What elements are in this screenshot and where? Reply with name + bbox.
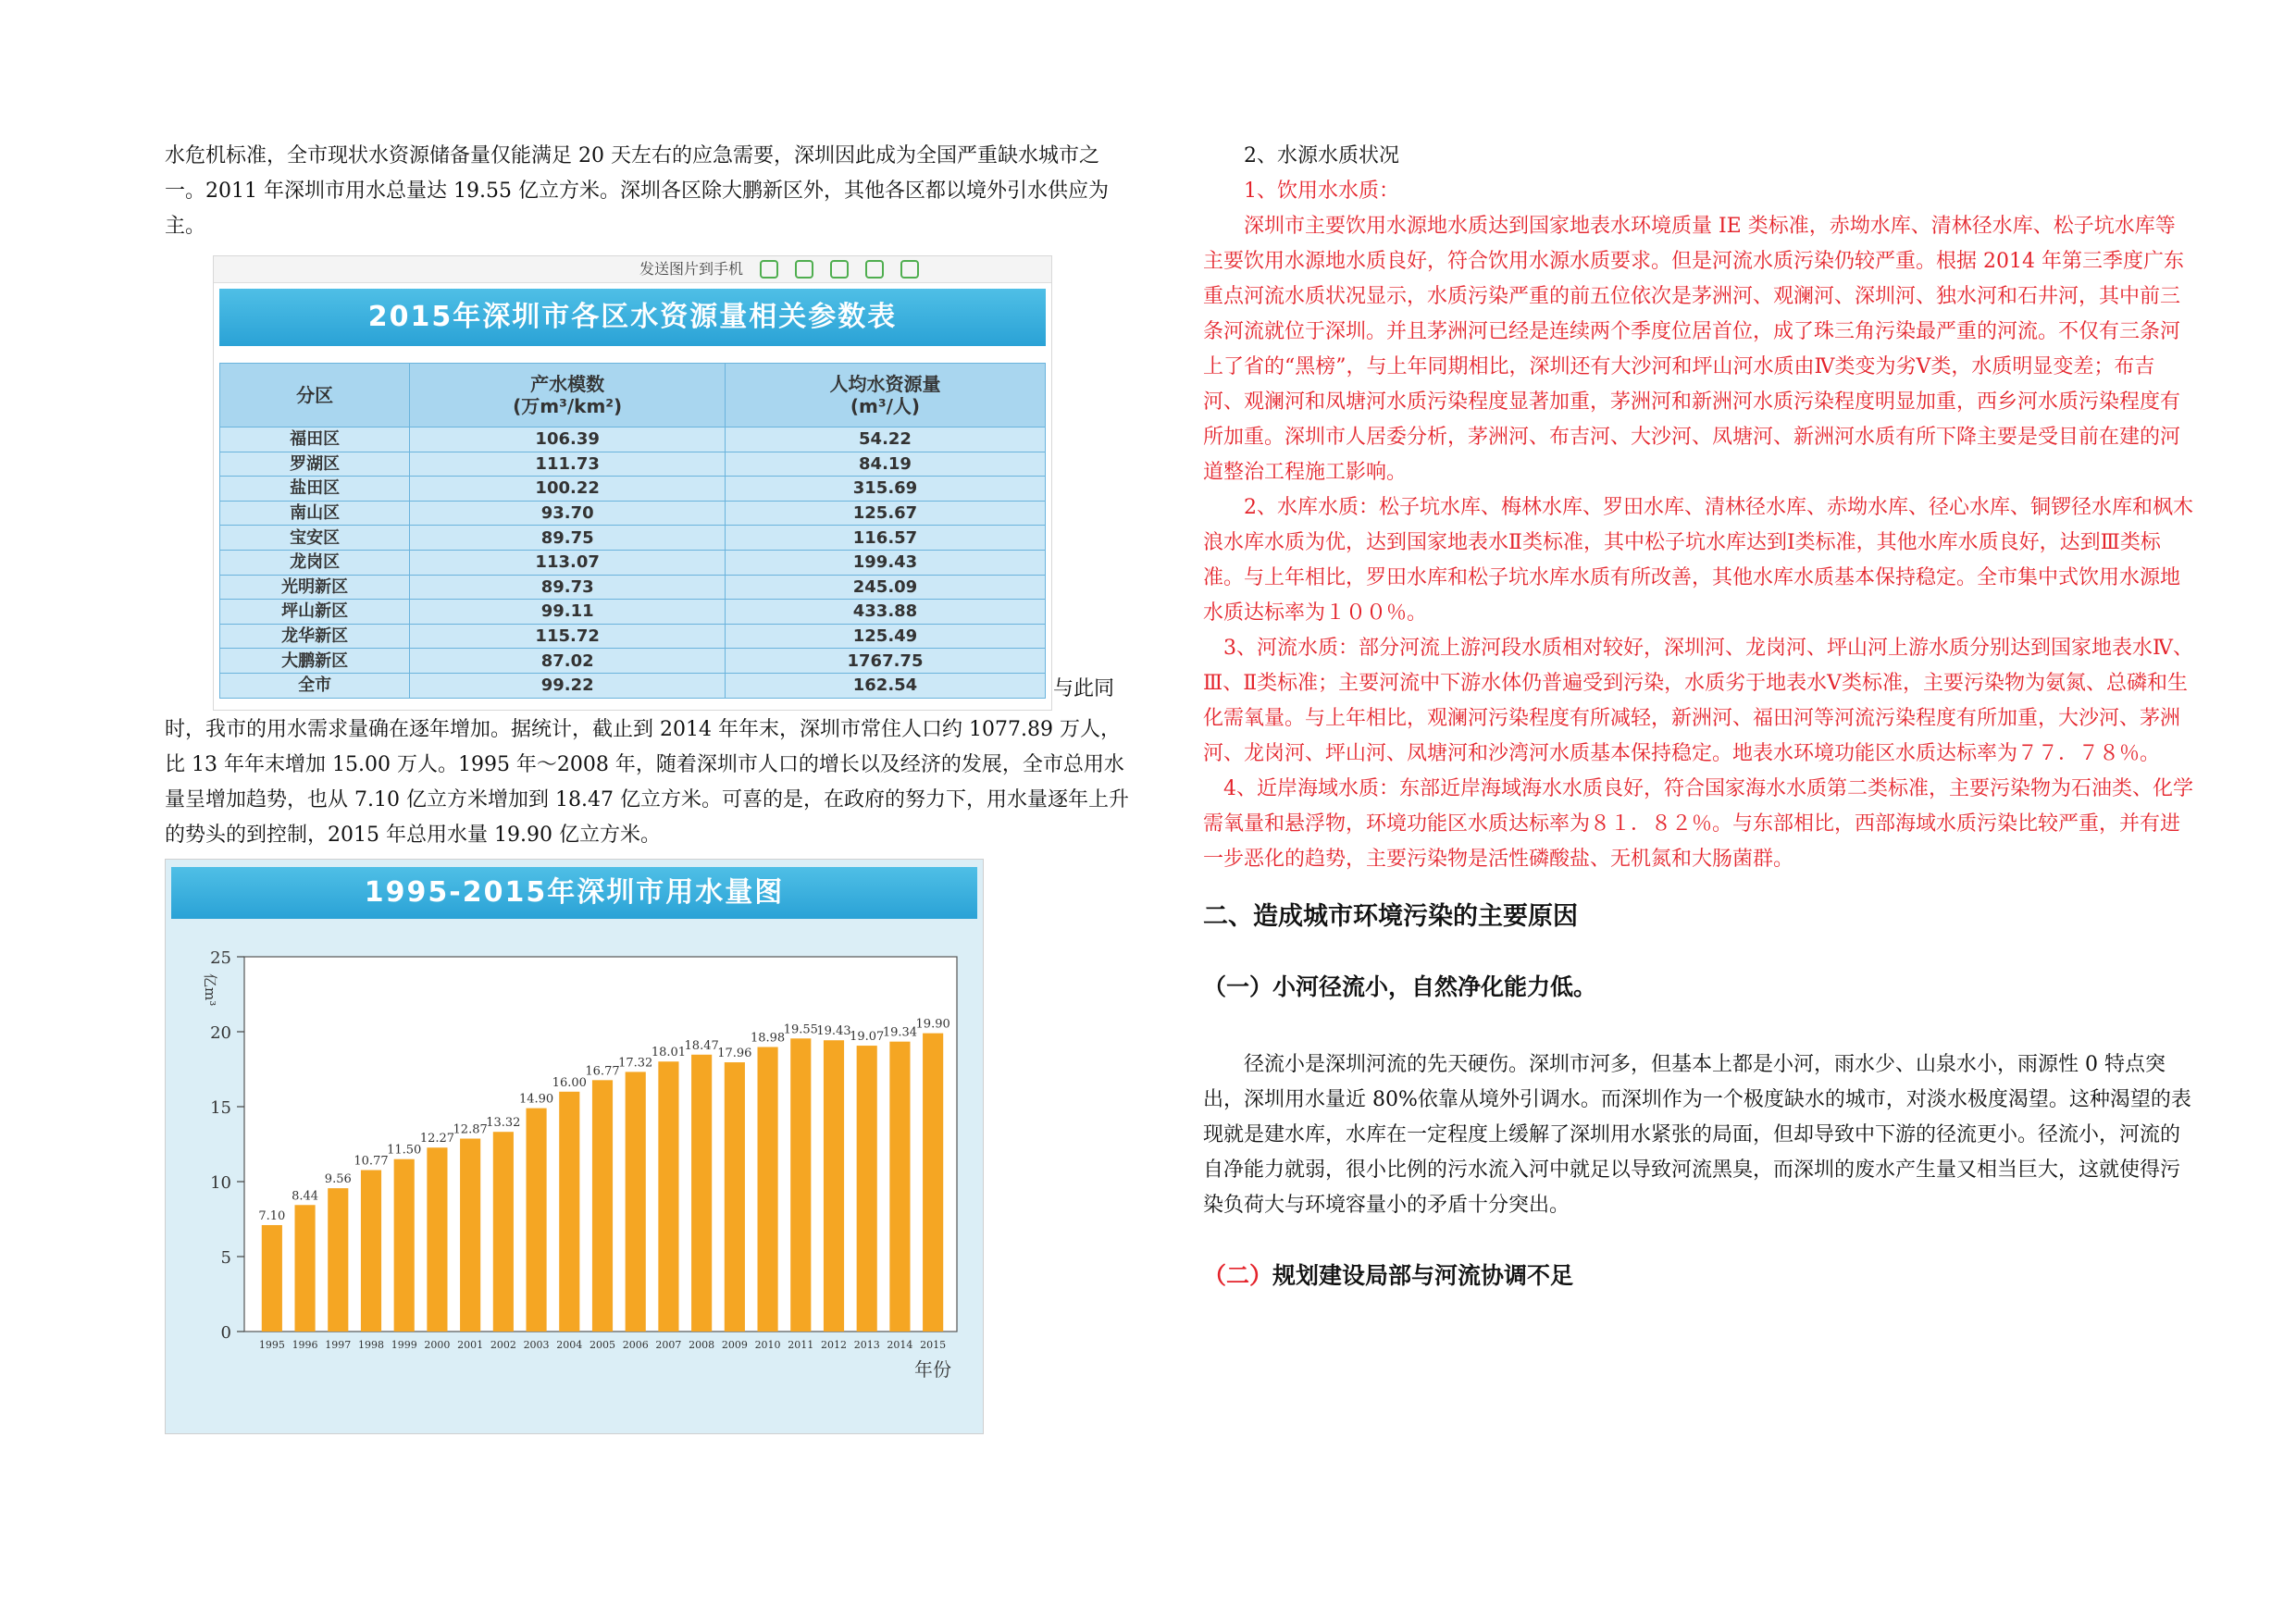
bar (394, 1159, 415, 1332)
table-cell: 龙华新区 (220, 624, 410, 649)
data-label: 11.50 (387, 1143, 422, 1158)
table-cell: 315.69 (725, 477, 1045, 502)
subheading-small-river: （一）小河径流小，自然净化能力低。 (1203, 973, 1597, 1000)
x-tick-label: 2013 (853, 1339, 880, 1351)
x-tick-label: 2004 (556, 1339, 583, 1351)
bar (857, 1046, 877, 1332)
bar (889, 1042, 910, 1332)
bar (559, 1092, 579, 1332)
table-cell: 盐田区 (220, 477, 410, 502)
table-row (220, 600, 1046, 625)
bar (725, 1062, 745, 1332)
usage-paragraph: 时，我市的用水需求量确在逐年增加。据统计，截止到 2014 年年末，深圳市常住人口约 1077.89 万人，比 13 年年末增加 15.00 万人。1995 年～2008 年，随着深圳市人口的增长以及经济的发展，全市总用水量呈增加趋势，也从 7.10 亿立方米增加到 18.47 亿立方米。可喜的是，在政府的努力下，用水量逐年上升的势头的到控制，2015 年总用水量 19.90 亿立方米。 (165, 718, 1129, 847)
bar (328, 1188, 348, 1332)
data-label: 19.43 (816, 1024, 851, 1039)
bar (824, 1040, 844, 1332)
x-tick-label: 2007 (655, 1339, 682, 1351)
table-cell: 115.72 (410, 624, 726, 649)
x-tick-label: 2010 (754, 1339, 781, 1351)
data-label: 9.56 (324, 1172, 352, 1187)
data-label: 18.01 (651, 1046, 687, 1060)
table-cell: 113.07 (410, 550, 726, 575)
table-cell: 全市 (220, 673, 410, 698)
x-tick-label: 1998 (358, 1339, 384, 1351)
x-tick-label: 2006 (622, 1339, 649, 1351)
y-axis-label: 亿m³ (202, 973, 218, 1007)
x-tick-label: 2002 (490, 1339, 516, 1351)
table-cell: 54.22 (725, 427, 1045, 452)
table-cell: 南山区 (220, 501, 410, 526)
data-label: 19.90 (915, 1017, 950, 1032)
x-tick-label: 2008 (689, 1339, 715, 1351)
data-label: 17.96 (717, 1047, 752, 1061)
share-icon[interactable] (795, 260, 813, 279)
drinking-water-title: 1、饮用水水质： (1244, 180, 1399, 203)
x-tick-label: 1999 (391, 1339, 417, 1351)
chart-title: 1995-2015年深圳市用水量图 (171, 867, 977, 919)
table-cell: 199.43 (725, 550, 1045, 575)
bar (758, 1047, 778, 1332)
right-column (1203, 139, 2193, 1294)
image-toolbar (214, 256, 1051, 283)
bar (592, 1080, 613, 1332)
table-row (220, 452, 1046, 477)
data-label: 16.00 (552, 1075, 587, 1090)
x-tick-label: 1997 (325, 1339, 352, 1351)
data-label: 14.90 (518, 1092, 554, 1107)
table-row (220, 427, 1046, 452)
x-tick-label: 2012 (821, 1339, 847, 1351)
table-figure (213, 255, 1052, 711)
table-cell: 宝安区 (220, 526, 410, 551)
table-row (220, 526, 1046, 551)
bar (626, 1072, 646, 1332)
bar (427, 1147, 447, 1332)
x-tick-label: 2015 (920, 1339, 947, 1351)
river-water-body: 3、河流水质：部分河流上游河段水质相对较好，深圳河、龙岗河、坪山河上游水质分别达到国家地表水Ⅳ、Ⅲ、Ⅱ类标准；主要河流中下游水体仍普遍受到污染，水质劣于地表水Ⅴ类标准，主要污染物为氨氮、总磷和生化需氧量。与上年相比，观澜河污染程度有所减轻，新洲河、福田河等河流污染程度有所加重，大沙河、茅洲河、龙岗河、坪山河、凤塘河和沙湾河水质基本保持稳定。地表水环境功能区水质达标率为７７．７８％。 (1203, 637, 2193, 765)
x-tick-label: 2000 (424, 1339, 451, 1351)
table-cell: 光明新区 (220, 575, 410, 600)
coastal-water-body: 4、近岸海域水质：东部近岸海域海水水质良好，符合国家海水水质第二类标准，主要污染物为石油类、化学需氧量和悬浮物，环境功能区水质达标率为８１．８２％。与东部相比，西部海域水质污染比较严重，并有进一步恶化的趋势，主要污染物是活性磷酸盐、无机氮和大肠菌群。 (1203, 777, 2194, 871)
data-label: 17.32 (618, 1056, 653, 1071)
table-row (220, 673, 1046, 698)
bar (493, 1132, 514, 1332)
y-tick-label: 10 (210, 1173, 231, 1193)
subheading-planning-number: （二） (1203, 1262, 1273, 1289)
table-row (220, 477, 1046, 502)
water-resources-table (219, 363, 1046, 699)
data-label: 18.98 (750, 1031, 786, 1046)
settings-icon[interactable] (900, 260, 919, 279)
x-tick-label: 1996 (292, 1339, 318, 1351)
drinking-water-body: 深圳市主要饮用水源地水质达到国家地表水环境质量 IE 类标准，赤坳水库、清林径水库、松子坑水库等主要饮用水源地水质良好，符合饮用水源水质要求。但是河流水质污染仍较严重。根据 2014 年第三季度广东重点河流水质状况显示，水质污染严重的前五位依次是茅洲河、观澜河、深圳河、独水河和石井河，其中前三条河流就位于深圳。并且茅洲河已经是连续两个季度位居首位，成了珠三角污染最严重的河流。不仅有三条河上了省的“黑榜”，与上年同期相比，深圳还有大沙河和坪山河水质由Ⅳ类变为劣Ⅴ类，水质明显变差；布吉河、观澜河和凤塘河水质污染程度显著加重，茅洲河和新洲河水质污染程度明显加重，西乡河水质污染程度有所加重。深圳市人居委分析，茅洲河、布吉河、大沙河、凤塘河、新洲河水质有所下降主要是受目前在建的河道整治工程施工影响。 (1203, 215, 2184, 484)
table-cell: 125.49 (725, 624, 1045, 649)
intro-paragraph: 水危机标准，全市现状水资源储备量仅能满足 20 天左右的应急需要，深圳因此成为全国严重缺水城市之一。2011 年深圳市用水总量达 19.55 亿立方米。深圳各区除大鹏新区外，其他各区都以境外引水供应为主。 (165, 144, 1109, 238)
subheading-planning (1203, 1258, 2193, 1294)
table-title: 2015年深圳市各区水资源量相关参数表 (219, 289, 1046, 346)
table-header-cell: 产水模数 (万m³/km²) (410, 364, 726, 427)
table-cell: 大鹏新区 (220, 649, 410, 674)
y-tick-label: 15 (210, 1098, 231, 1118)
table-row (220, 575, 1046, 600)
table-cell: 106.39 (410, 427, 726, 452)
table-cell: 福田区 (220, 427, 410, 452)
table-cell: 116.57 (725, 526, 1045, 551)
table-row (220, 550, 1046, 575)
chart-plot (166, 924, 983, 1431)
table-header-row (220, 364, 1046, 427)
x-tick-label: 2001 (457, 1339, 484, 1351)
main-cause-heading: 二、造成城市环境污染的主要原因 (1203, 902, 1578, 931)
bar (460, 1139, 480, 1332)
x-tick-label: 1995 (258, 1339, 285, 1351)
subheading-planning-text: 规划建设局部与河流协调不足 (1272, 1262, 1574, 1289)
table-cell: 99.22 (410, 673, 726, 698)
bar (295, 1205, 316, 1332)
data-label: 19.07 (850, 1030, 885, 1045)
table-cell: 87.02 (410, 649, 726, 674)
table-cell: 245.09 (725, 575, 1045, 600)
table-cell: 111.73 (410, 452, 726, 477)
table-row (220, 501, 1046, 526)
table-cell: 100.22 (410, 477, 726, 502)
bar (361, 1171, 381, 1332)
bar (262, 1225, 282, 1332)
x-tick-label: 2014 (887, 1339, 913, 1351)
table-cell: 罗湖区 (220, 452, 410, 477)
table-cell: 93.70 (410, 501, 726, 526)
after-table-text: 与此同 (1053, 677, 1115, 700)
section-heading: 2、水源水质状况 (1244, 144, 1399, 167)
table-cell: 龙岗区 (220, 550, 410, 575)
x-axis-label: 年份 (914, 1358, 951, 1381)
x-tick-label: 2011 (788, 1339, 814, 1351)
runoff-paragraph: 径流小是深圳河流的先天硬伤。深圳市河多，但基本上都是小河，雨水少、山泉水小，雨源性 0 特点突出，深圳用水量近 80%依靠从境外引调水。而深圳作为一个极度缺水的城市，对淡水极度渴望。这种渴望的表现就是建水库，水库在一定程度上缓解了深圳用水紧张的局面，但却导致中下游的径流更小。径流小，河流的自净能力就弱，很小比例的污水流入河中就足以导致河流黑臭，而深圳的废水产生量又相当巨大，这就使得污染负荷大与环境容量小的矛盾十分突出。 (1203, 1053, 2191, 1217)
x-tick-label: 2009 (721, 1339, 748, 1351)
x-tick-label: 2005 (590, 1339, 615, 1351)
data-label: 18.47 (684, 1038, 719, 1053)
bar (527, 1109, 547, 1332)
water-usage-chart (165, 859, 984, 1434)
data-label: 16.77 (585, 1064, 620, 1079)
table-figure-wrap (165, 255, 1129, 711)
table-cell: 99.11 (410, 600, 726, 625)
y-tick-label: 20 (210, 1023, 231, 1043)
data-label: 8.44 (292, 1189, 319, 1204)
table-row (220, 649, 1046, 674)
table-row (220, 624, 1046, 649)
bar (658, 1061, 678, 1332)
y-tick-label: 25 (210, 948, 231, 968)
table-cell: 坪山新区 (220, 600, 410, 625)
data-label: 19.55 (783, 1022, 818, 1037)
data-label: 10.77 (354, 1154, 389, 1169)
table-cell: 89.73 (410, 575, 726, 600)
data-label: 12.27 (419, 1132, 455, 1146)
bar (790, 1038, 811, 1332)
table-cell: 1767.75 (725, 649, 1045, 674)
cloud-icon[interactable] (760, 260, 778, 279)
table-header-cell: 分区 (220, 364, 410, 427)
export-icon[interactable] (865, 260, 884, 279)
reservoir-water-body: 2、水库水质：松子坑水库、梅林水库、罗田水库、清林径水库、赤坳水库、径心水库、铜锣径水库和枫木浪水库水质为优，达到国家地表水Ⅱ类标准，其中松子坑水库达到Ⅰ类标准，其他水库水质良好，达到Ⅲ类标准。与上年相比，罗田水库和松子坑水库水质有所改善，其他水库水质基本保持稳定。全市集中式饮用水源地水质达标率为１００％。 (1203, 496, 2194, 625)
data-label: 19.34 (882, 1025, 918, 1040)
table-cell: 84.19 (725, 452, 1045, 477)
y-tick-label: 5 (220, 1248, 231, 1268)
send-to-phone-label[interactable]: 发送图片到手机 (639, 260, 744, 278)
data-label: 12.87 (453, 1122, 488, 1137)
table-cell: 433.88 (725, 600, 1045, 625)
data-label: 7.10 (258, 1208, 286, 1223)
bar (691, 1055, 712, 1332)
table-cell: 125.67 (725, 501, 1045, 526)
x-tick-label: 2003 (523, 1339, 550, 1351)
save-icon[interactable] (830, 260, 849, 279)
y-tick-label: 0 (220, 1323, 231, 1343)
table-header-cell: 人均水资源量 (m³/人) (725, 364, 1045, 427)
data-label: 13.32 (486, 1116, 521, 1131)
bar (923, 1034, 943, 1332)
left-column (165, 139, 1129, 1434)
table-cell: 162.54 (725, 673, 1045, 698)
table-cell: 89.75 (410, 526, 726, 551)
